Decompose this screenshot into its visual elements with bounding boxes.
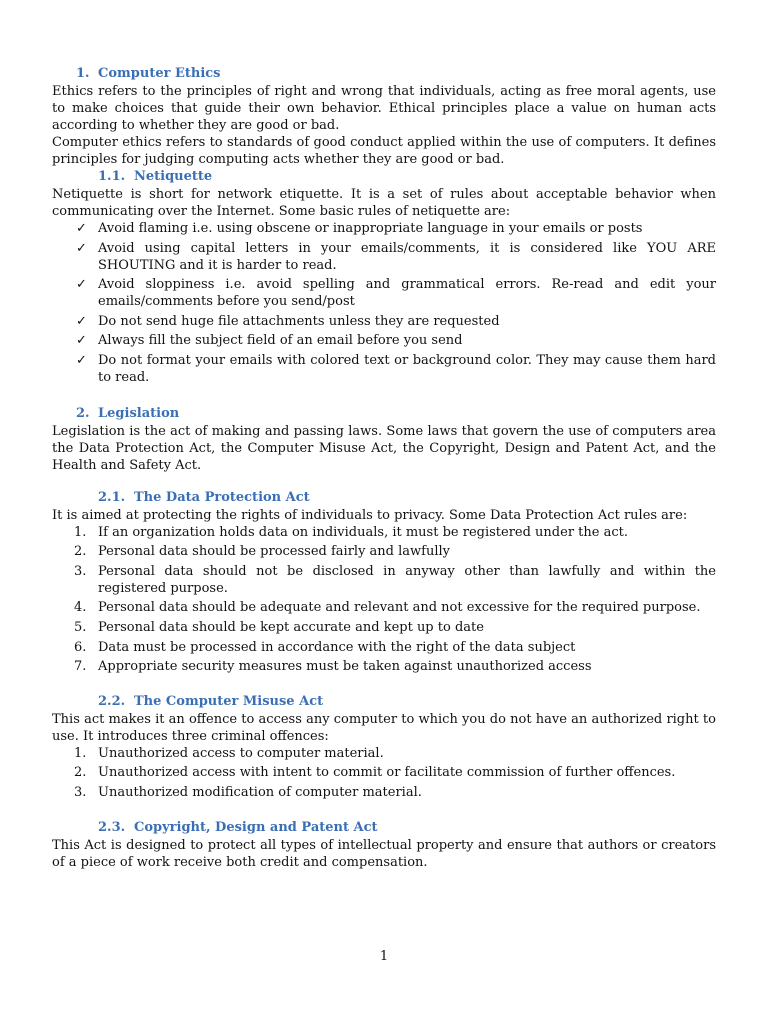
page-number: 1 (379, 949, 389, 964)
list-item: 7. Appropriate security measures must be taken against unauthorized access (74, 659, 592, 675)
list-item: 2. Personal data should be processed fairly and lawfully (74, 544, 451, 560)
list-item: ✓ Avoid using capital letters in your emails/comments, it is considered like YOU ARE SHOUTING and it is harder to read. (76, 240, 716, 273)
checkmark-icon: ✓ (76, 240, 87, 256)
list-item: 5. Personal data should be kept accurate and kept up to date (74, 619, 484, 635)
heading-legislation: 2. Legislation (76, 405, 180, 421)
heading-computer-ethics: 1. Computer Ethics (76, 66, 221, 81)
document-page (52, 64, 716, 871)
checkmark-icon: ✓ (76, 277, 87, 293)
cma-offences-list (52, 745, 716, 801)
list-item: 3. Unauthorized modification of computer material. (74, 784, 422, 800)
checkmark-icon: ✓ (76, 313, 87, 329)
paragraph-computer-ethics: Computer ethics refers to standards of good conduct applied within the use of computers. It defines principles for judging computing acts whether they are good or bad. (52, 135, 716, 167)
list-item: 3. Personal data should not be disclosed in anyway other than lawfully and within the registered purpose. (74, 563, 716, 596)
heading-netiquette: 1.1. Netiquette (98, 169, 213, 184)
list-item: 1. If an organization holds data on individuals, it must be registered under the act. (74, 524, 628, 540)
checkmark-icon: ✓ (76, 221, 87, 236)
paragraph-netiquette-intro: Netiquette is short for network etiquette. It is a set of rules about acceptable behavior when communicating over the Internet. Some basic rules of netiquette are: (52, 187, 716, 219)
list-item: ✓ Do not format your emails with colored text or background color. They may cause them hard to read. (76, 352, 716, 385)
paragraph-legislation: Legislation is the act of making and passing laws. Some laws that govern the use of computers area the Data Protection Act, the Computer Misuse Act, the Copyright, Design and Patent Act, and the Health and Safety Act. (52, 423, 716, 473)
list-item: ✓ Avoid flaming i.e. using obscene or inappropriate language in your emails or posts (76, 221, 643, 236)
list-item: 1. Unauthorized access to computer material. (74, 745, 384, 761)
paragraph-ethics-definition: Ethics refers to the principles of right and wrong that individuals, acting as free moral agents, use to make choices that guide their own behavior. Ethical principles place a value on human acts according to whether they are good or bad. (52, 84, 716, 133)
paragraph-cdpa-intro: This Act is designed to protect all types of intellectual property and ensure that authors or creators of a piece of work receive both credit and compensation. (52, 837, 716, 870)
paragraph-cma-intro: This act makes it an offence to access any computer to which you do not have an authorized right to use. It introduces three criminal offences: (52, 711, 716, 744)
heading-data-protection-act: 2.1. The Data Protection Act (98, 489, 310, 505)
dpa-rules-list (52, 524, 716, 676)
checkmark-icon: ✓ (76, 352, 87, 368)
netiquette-rules-list (52, 220, 716, 386)
list-item: ✓ Always fill the subject field of an email before you send (76, 333, 463, 349)
list-item: 6. Data must be processed in accordance with the right of the data subject (74, 639, 576, 655)
list-item: ✓ Do not send huge file attachments unless they are requested (76, 313, 500, 329)
paragraph-dpa-intro: It is aimed at protecting the rights of individuals to privacy. Some Data Protection Act rules are: (52, 507, 688, 523)
checkmark-icon: ✓ (76, 333, 87, 349)
list-item: 2. Unauthorized access with intent to commit or facilitate commission of further offences. (74, 765, 676, 781)
list-item: 4. Personal data should be adequate and relevant and not excessive for the required purpose. (74, 600, 701, 616)
list-item: ✓ Avoid sloppiness i.e. avoid spelling and grammatical errors. Re-read and edit your emails/comments before you send/post (76, 277, 716, 310)
heading-computer-misuse-act: 2.2. The Computer Misuse Act (98, 693, 324, 709)
heading-copyright-design-patent-act: 2.3. Copyright, Design and Patent Act (98, 819, 378, 835)
